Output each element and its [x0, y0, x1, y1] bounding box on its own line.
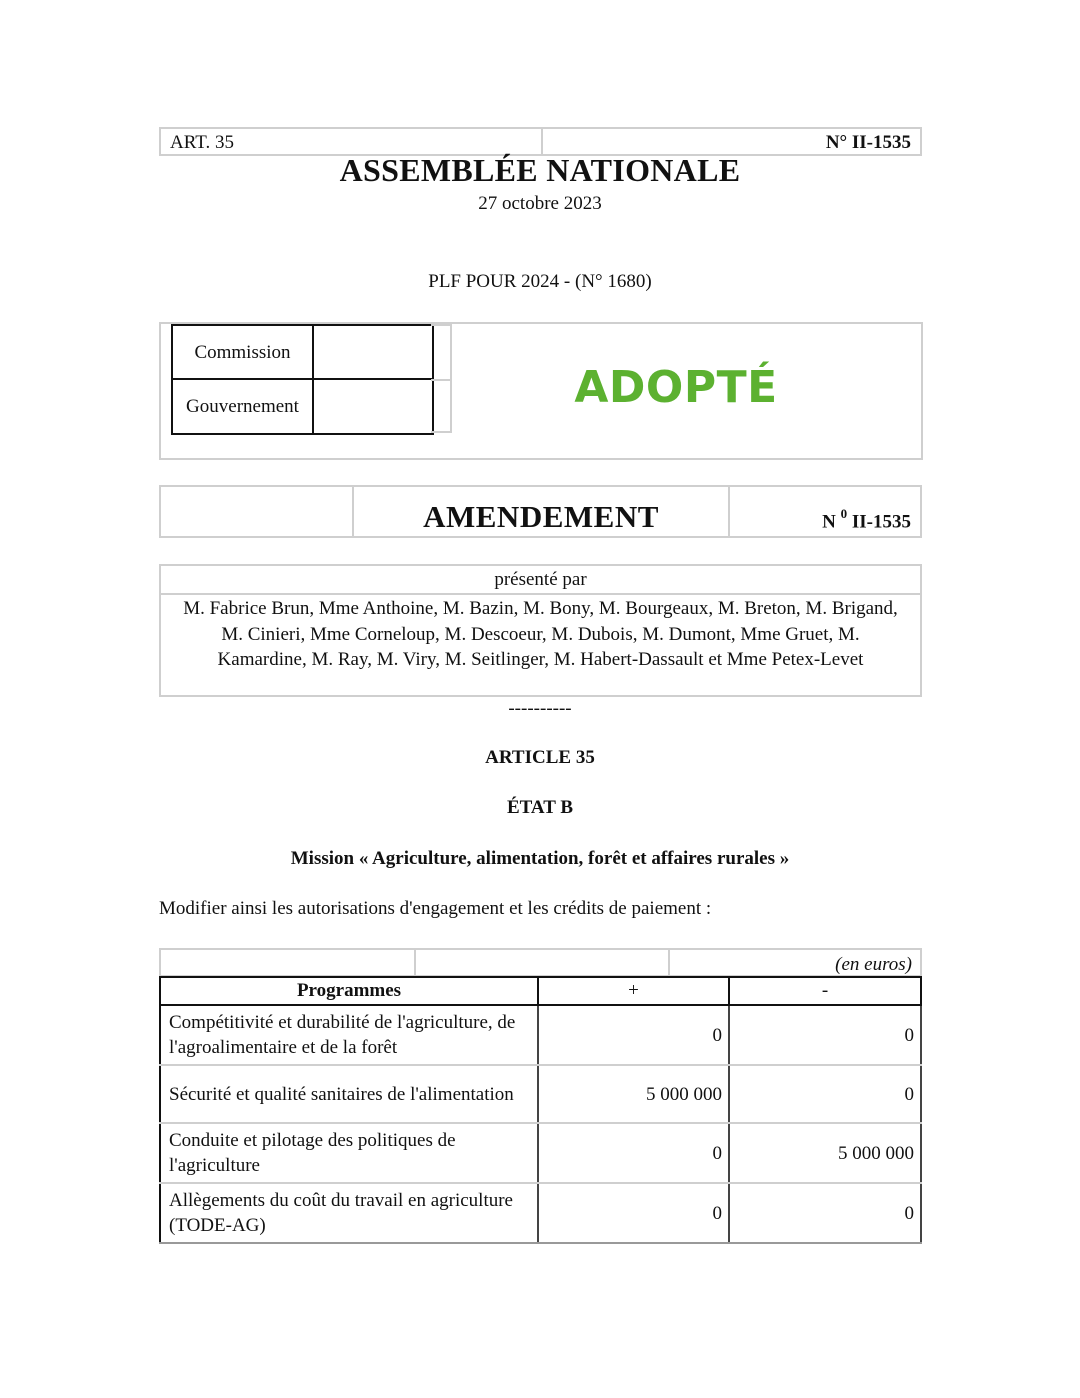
etat-heading: ÉTAT B — [507, 797, 573, 818]
status-stamp: ADOPTÉ — [574, 362, 778, 413]
article-reference: ART. 35 — [161, 129, 543, 154]
bill-title: PLF POUR 2024 - (N° 1680) — [428, 271, 652, 292]
instruction-text: Modifier ainsi les autorisations d'engagement et les crédits de paiement : — [159, 898, 712, 919]
programme-name: Sécurité et qualité sanitaires de l'alimentation — [160, 1065, 538, 1123]
table-row — [160, 1005, 921, 1065]
number-prefix: N — [822, 511, 836, 533]
institution-title: ASSEMBLÉE NATIONALE — [339, 152, 741, 188]
currency-unit: (en euros) — [835, 954, 912, 975]
presented-by-box — [159, 564, 922, 697]
amendment-number: N° II-1535 — [825, 132, 911, 153]
table-row — [160, 1183, 921, 1243]
table-row — [160, 1123, 921, 1183]
amendment-empty-cell — [161, 487, 354, 536]
header-minus: - — [729, 977, 921, 1005]
amount-minus: 0 — [729, 1005, 921, 1065]
commission-value — [313, 325, 433, 379]
header-plus: + — [538, 977, 729, 1005]
status-box — [159, 322, 923, 460]
commission-label: Commission — [172, 325, 313, 379]
document-date: 27 octobre 2023 — [478, 193, 602, 214]
government-label: Gouvernement — [172, 379, 313, 434]
commission-government-table — [171, 324, 434, 435]
authors-list: M. Fabrice Brun, Mme Anthoine, M. Bazin, M. Bony, M. Bourgeaux, M. Breton, M. Brigand, M. Cinieri, Mme Corneloup, M. Descoeur, M. Dubois, M. Dumont, Mme Gruet, M. Kamardine, M. Ray, M. Viry, M. Seitlinger, M. Habert-Dassault et Mme Petex-Levet — [183, 598, 898, 670]
mission-heading: Mission « Agriculture, alimentation, forêt et affaires rurales » — [290, 848, 790, 869]
amendment-row — [159, 485, 922, 538]
table-header-row — [160, 977, 921, 1005]
unit-empty-cell-2 — [416, 950, 670, 975]
amount-minus: 0 — [729, 1065, 921, 1123]
number-superscript: 0 — [840, 506, 848, 521]
amount-plus: 0 — [538, 1183, 729, 1243]
unit-row — [159, 948, 922, 977]
amount-minus: 0 — [729, 1183, 921, 1243]
programme-name: Conduite et pilotage des politiques de l'agriculture — [160, 1123, 538, 1183]
separator: ---------- — [508, 698, 572, 719]
article-heading: ARTICLE 35 — [485, 747, 595, 768]
programme-name: Compétitivité et durabilité de l'agriculture, de l'agroalimentaire et de la forêt — [160, 1005, 538, 1065]
programme-name: Allègements du coût du travail en agriculture (TODE-AG) — [160, 1183, 538, 1243]
government-row — [172, 379, 433, 434]
amendment-number-cell — [730, 487, 920, 536]
table-spacer — [431, 324, 452, 433]
amount-plus: 0 — [538, 1005, 729, 1065]
amendment-number-value: II-1535 — [851, 511, 911, 533]
amount-minus: 5 000 000 — [729, 1123, 921, 1183]
amount-plus: 5 000 000 — [538, 1065, 729, 1123]
unit-empty-cell-1 — [161, 950, 416, 975]
header-programmes: Programmes — [160, 977, 538, 1005]
table-row — [160, 1065, 921, 1123]
amount-plus: 0 — [538, 1123, 729, 1183]
amendment-title: AMENDEMENT — [354, 487, 730, 536]
presented-by-label: présenté par — [161, 566, 920, 595]
credits-table — [159, 976, 922, 1244]
government-value — [313, 379, 433, 434]
commission-row — [172, 325, 433, 379]
